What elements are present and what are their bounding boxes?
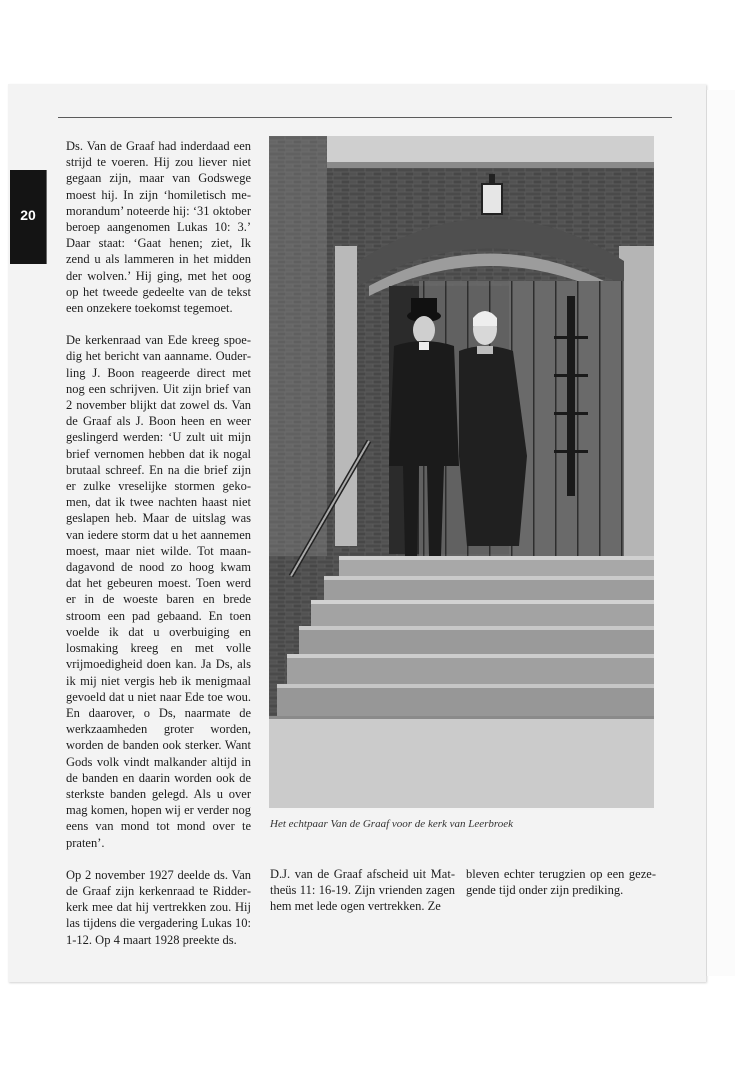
right-paragraph: bleven echter terugzien op een gezegende tijd onder zijn prediking. [466,867,656,898]
middle-text-column [270,866,455,915]
left-text-column [66,138,251,948]
page-number: 20 [20,207,36,223]
middle-paragraph: D.J. van de Graaf afscheid uit Mattheüs 11: 16-19. Zijn vrienden zagen hem met lede ogen vertrekken. Ze [270,867,455,914]
header-rule [58,117,672,118]
tab-divider [46,170,47,264]
paragraph-1: Ds. Van de Graaf had inderdaad een strijd te voeren. Hij zou liever niet gegaan zijn, maar van Godswege moest hij. In zijn ‘homiletisch memorandum’ noteerde hij: ‘31 oktober beroep aangenomen Lukas 10: 3.’ Daar staat: ‘Gaat henen; ziet, Ik zend u als lammeren in het midden der wolven.’ Hij ging, met het oog op het tweede gedeelte van de tekst een onzekere toekomst tegemoet. [66,139,251,316]
paragraph-3: Op 2 november 1927 deelde ds. Van de Graaf zijn kerkenraad te Ridderkerk mee dat hij vertrekken zou. Hij las tijdens die vergadering Lukas 10: 1-12. Op 4 maart 1928 preekte ds. [66,867,251,947]
right-text-column [466,866,656,898]
church-doorway-photo [269,136,654,808]
next-page-edge [706,90,735,976]
photo-caption: Het echtpaar Van de Graaf voor de kerk van Leerbroek [270,818,514,830]
paragraph-2: De kerkenraad van Ede kreeg spoedig het bericht van aanname. Ouderling J. Boon reageerde direct met nog een schrijven. Uit zijn brief van 2 november blijkt dat zowel ds. Van de Graaf als J. Boon heen en weer geslingerd werden: ‘U zult uit mijn brief vernomen hebben dat ik nogal brutaal schreef. En na die brief zijn er zulke vreselijke stormen gekomen, dat ik twee nachten haast niet geslapen heb. Maar de uitslag was van iedere storm dat u het aannemen moest, maar niet wilde. Tot maandagavond de nood zo hoog kwam dat het gebeuren moest. Toen werd er in de woeste baren en brede stroom een pad gebaand. En toen voelde ik dat u overbuiging en losmaking kreeg en met volle vrijmoedigheid doen kan. Ja Ds, als ik mij niet vergis heb ik menigmaal gevoeld dat u niet naar Ede toe wou. En daarover, o Ds, naarmate de werkzaamheden groter worden, worden de banden ook sterker. Want Gods volk vindt malkander altijd in de banden en daarin worden ook de sterkste banden gelegd. Als u over mag komen, hopen wij er verder nog eens van mond tot mond over te praten’. [66,333,251,850]
